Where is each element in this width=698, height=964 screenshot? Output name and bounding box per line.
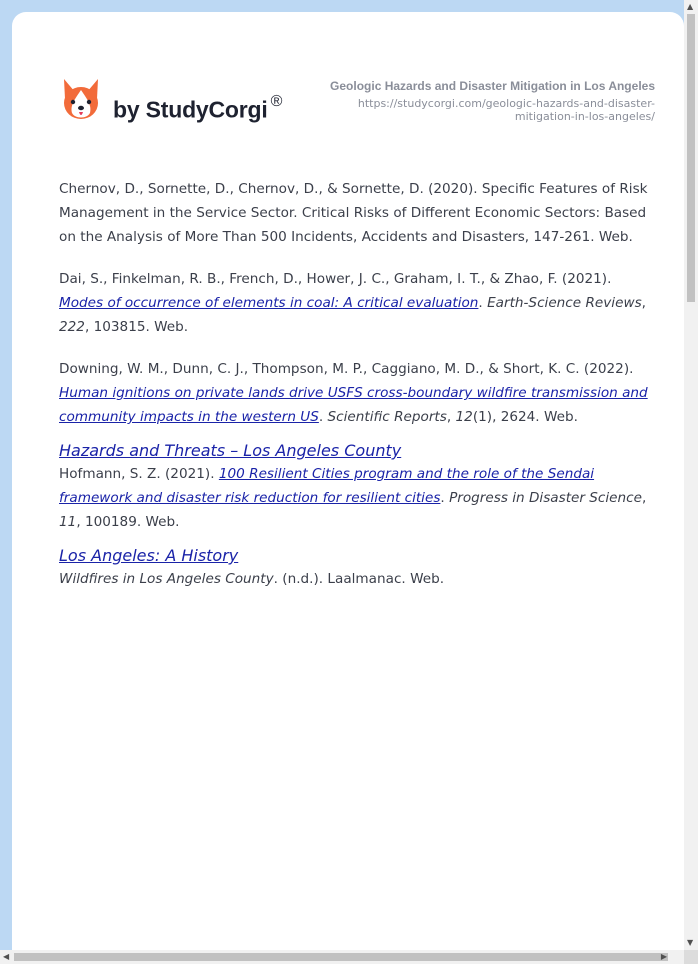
document-title: Geologic Hazards and Disaster Mitigation in Los Angeles	[330, 79, 655, 93]
section-link-hazards	[59, 441, 661, 461]
scroll-left-icon[interactable]: ◀	[3, 952, 10, 961]
reference-item: Wildfires in Los Angeles County. (n.d.). Laalmanac. Web.	[59, 571, 445, 587]
reference-link[interactable]: Human ignitions on private lands drive USFS cross-boundary wildfire transmission and community impacts in the western US	[59, 385, 648, 425]
scrollbar-thumb[interactable]	[687, 14, 695, 302]
reference-list	[59, 177, 661, 609]
section-link[interactable]: Hazards and Threats – Los Angeles County	[59, 441, 402, 460]
scrollbar-thumb[interactable]	[14, 953, 668, 961]
brand-name[interactable]: by StudyCorgi ®	[113, 93, 283, 123]
reference-link[interactable]: 100 Resilient Cities program and the role of the Sendai framework and disaster risk reduction for resilient cities	[59, 466, 595, 506]
reference-item: Downing, W. M., Dunn, C. J., Thompson, M. P., Caggiano, M. D., & Short, K. C. (2022). Human ignitions on private lands drive USFS cross-boundary wildfire transmission and community impacts in the western US. Scientific Reports, 12(1), 2624. Web.	[59, 361, 648, 425]
vertical-scrollbar[interactable]	[684, 0, 698, 950]
section-link-history	[59, 546, 661, 566]
section-link[interactable]: Los Angeles: A History	[59, 546, 239, 565]
corgi-logo-icon	[60, 77, 102, 123]
reference-item: Dai, S., Finkelman, R. B., French, D., Hower, J. C., Graham, I. T., & Zhao, F. (2021). Modes of occurrence of elements in coal: A critical evaluation. Earth-Science Reviews, 222, 103815. Web.	[59, 271, 646, 335]
reference-link[interactable]: Modes of occurrence of elements in coal: A critical evaluation	[59, 295, 479, 311]
scroll-down-icon[interactable]: ▼	[687, 938, 694, 947]
scroll-right-icon[interactable]: ▶	[660, 952, 667, 961]
source-url[interactable]: https://studycorgi.com/geologic-hazards-and-disaster-mitigation-in-los-angeles/	[357, 97, 655, 123]
reference-item: Hofmann, S. Z. (2021). 100 Resilient Cities program and the role of the Sendai framework and disaster risk reduction for resilient cities. Progress in Disaster Science, 11, 100189. Web.	[59, 466, 647, 530]
reference-item: Chernov, D., Sornette, D., Chernov, D., & Sornette, D. (2020). Specific Features of Risk Management in the Service Sector. Critical Risks of Different Economic Sectors: Based on the Analysis of More Than 500 Incidents, Accidents and Disasters, 147-261. Web.	[59, 181, 648, 245]
scroll-up-icon[interactable]: ▲	[687, 2, 694, 11]
scrollbar-corner	[684, 950, 698, 964]
registered-mark: ®	[270, 93, 283, 110]
horizontal-scrollbar[interactable]	[0, 950, 684, 964]
document-page	[12, 12, 684, 950]
